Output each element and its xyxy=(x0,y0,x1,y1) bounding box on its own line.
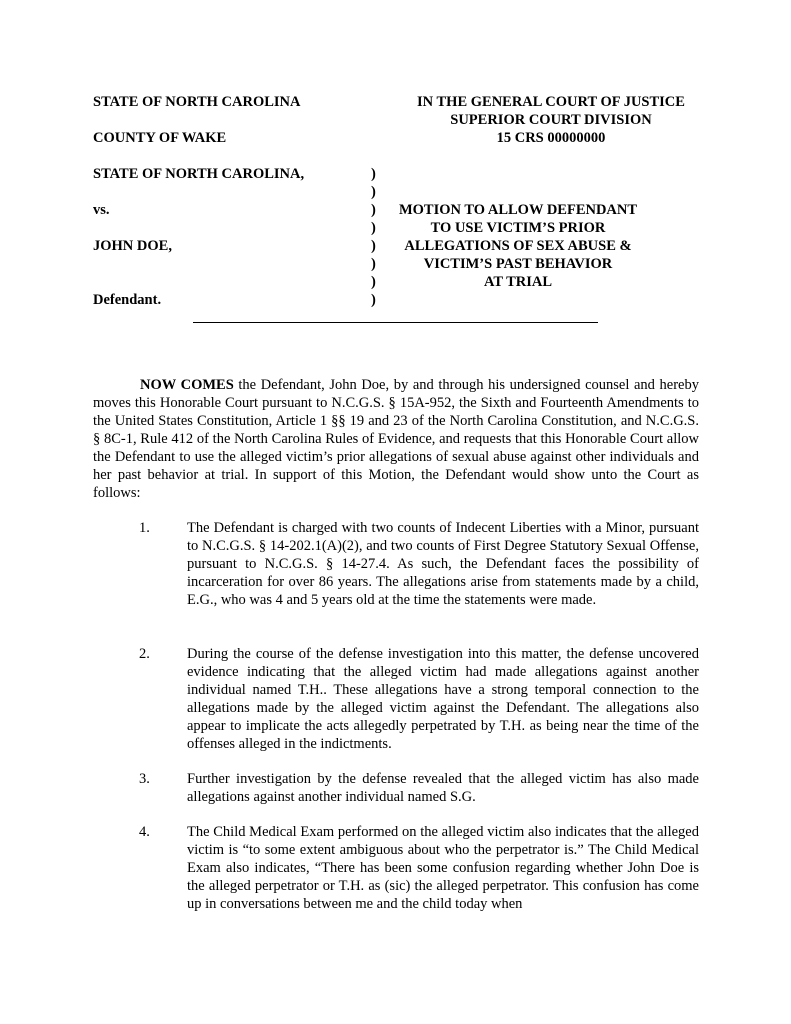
motion-title-line: TO USE VICTIM’S PRIOR xyxy=(430,220,606,236)
motion-title-line: ALLEGATIONS OF SEX ABUSE & xyxy=(404,238,632,254)
caption-divider xyxy=(193,322,598,323)
caption-bracket: ) xyxy=(371,238,376,254)
caption-bracket: ) xyxy=(371,274,376,290)
case-number: 15 CRS 00000000 xyxy=(496,130,606,146)
item-number: 2. xyxy=(139,646,150,662)
motion-title-line: AT TRIAL xyxy=(483,274,553,290)
caption-bracket: ) xyxy=(371,256,376,272)
list-item: The Defendant is charged with two counts of Indecent Liberties with a Minor, pursuant to N.C.G.S. § 14-202.1(A)(2), and two counts of First Degree Statutory Sexual Offense, pursuant to N.C.G.S. § 14-27.4. As such, the Defendant faces the possibility of incarceration for over 86 years. The allegations arise from statements made by a child, E.G., who was 4 and 5 years old at the time the statements were made. xyxy=(187,520,699,608)
defendant-name: JOHN DOE, xyxy=(93,238,172,254)
defendant-label: Defendant. xyxy=(93,292,162,308)
motion-title-line: MOTION TO ALLOW DEFENDANT xyxy=(398,202,638,218)
intro-text: the Defendant, John Doe, by and through his undersigned counsel and hereby moves this Honorable Court pursuant to N.C.G.S. § 15A-952, the Sixth and Fourteenth Amendments to the United States Constitution, Article 1 §§ 19 and 23 of the North Carolina Constitution, and N.C.G.S. § 8C-1, Rule 412 of the North Carolina Rules of Evidence, and requests that this Honorable Court allow the Defendant to use the alleged victim’s prior allegations of sexual abuse against other individuals and her past behavior at trial. In support of this Motion, the Defendant would show unto the Court as follows: xyxy=(93,377,699,501)
list-item: The Child Medical Exam performed on the alleged victim also indicates that the alleged victim is “to some extent ambiguous about who the perpetrator is.” The Child Medical Exam also indicates, “There has been some confusion regarding whether John Doe is the alleged perpetrator or T.H. as (sic) the alleged perpetrator. This confusion has come up in conversations between me and the child today when xyxy=(187,824,699,912)
caption-bracket: ) xyxy=(371,202,376,218)
versus-label: vs. xyxy=(93,202,110,218)
item-number: 3. xyxy=(139,771,150,787)
list-item: During the course of the defense investigation into this matter, the defense uncovered evidence indicating that the alleged victim had made allegations against another individual named T.H.. These allegations have a strong temporal connection to the allegations made by the alleged victim against the Defendant. The allegations also appear to implicate the acts allegedly perpetrated by T.H. as being near the time of the offenses alleged in the indictments. xyxy=(187,646,699,752)
caption-bracket: ) xyxy=(371,184,376,200)
list-item: Further investigation by the defense revealed that the alleged victim has also made allegations against another individual named S.G. xyxy=(187,771,699,805)
caption-bracket: ) xyxy=(371,292,376,308)
plaintiff-name: STATE OF NORTH CAROLINA, xyxy=(93,166,305,182)
motion-title-line: VICTIM’S PAST BEHAVIOR xyxy=(423,256,613,272)
court-name: IN THE GENERAL COURT OF JUSTICE xyxy=(417,94,685,110)
item-number: 1. xyxy=(139,520,150,536)
caption-bracket: ) xyxy=(371,220,376,236)
court-division: SUPERIOR COURT DIVISION xyxy=(450,112,652,128)
intro-paragraph xyxy=(93,376,699,502)
intro-lead: NOW COMES xyxy=(140,377,234,393)
county-header: COUNTY OF WAKE xyxy=(93,130,227,146)
item-number: 4. xyxy=(139,824,150,840)
caption-bracket: ) xyxy=(371,166,376,182)
state-header: STATE OF NORTH CAROLINA xyxy=(93,94,301,110)
